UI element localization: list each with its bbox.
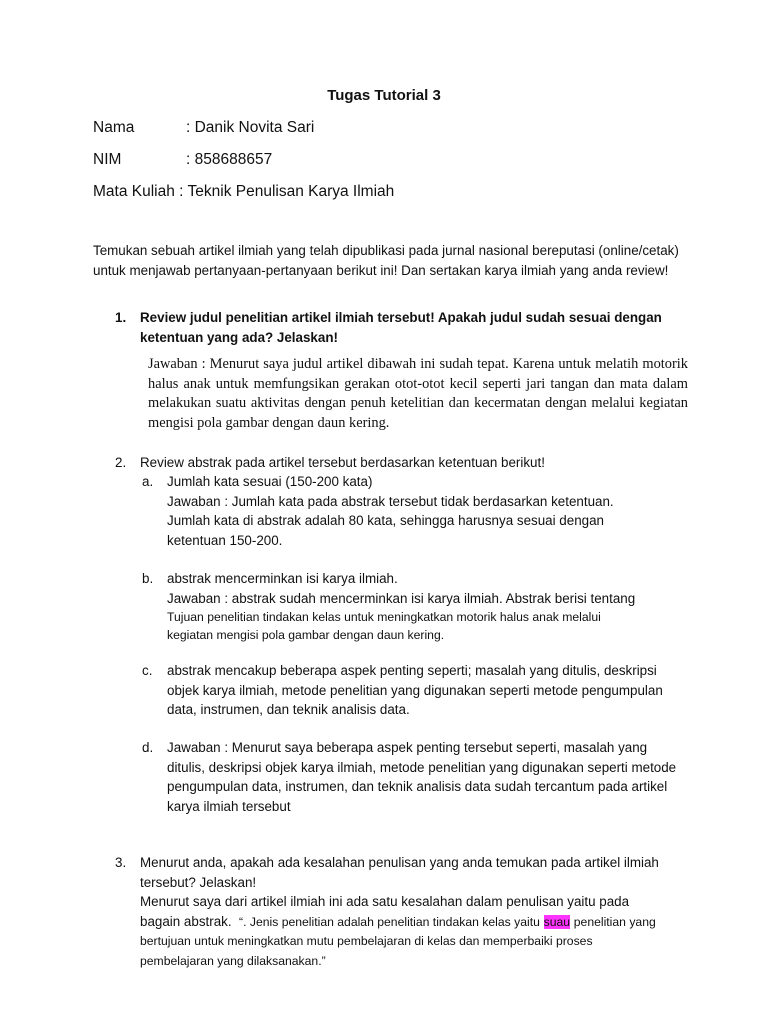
- question-2c-number: c.: [142, 663, 153, 678]
- question-2d-number: d.: [142, 740, 154, 755]
- field-nama: [93, 119, 314, 137]
- question-2c-text: abstrak mencakup beberapa aspek penting seperti; masalah yang ditulis, deskripsi objek karya ilmiah, metode penelitian yang digunakan seperti metode pengumpulan data, instrumen, dan teknik analisis data.: [167, 663, 663, 717]
- nama-label: Nama: [93, 119, 135, 136]
- document-title: Tugas Tutorial 3: [327, 87, 441, 104]
- question-2d-text: Jawaban : Menurut saya beberapa aspek penting tersebut seperti, masalah yang ditulis, deskripsi objek karya ilmiah, metode penelitian yang digunakan seperti metode pengumpulan data, instrumen, dan teknik analisis data sudah tercantum pada artikel karya ilmiah tersebut: [167, 740, 677, 814]
- question-1-text: Review judul penelitian artikel ilmiah tersebut! Apakah judul sudah sesuai dengan ketentuan yang ada? Jelaskan!: [140, 310, 662, 345]
- question-2a-number: a.: [142, 474, 154, 489]
- question-3-answer: [140, 892, 665, 970]
- question-3-answer-text: Menurut saya dari artikel ilmiah ini ada satu kesalahan dalam penulisan yaitu pada bagain abstrak.: [140, 894, 630, 929]
- question-3: [115, 853, 690, 970]
- nama-value: : Danik Novita Sari: [186, 119, 315, 136]
- question-3-quote-start: “. Jenis penelitian adalah penelitian tindakan kelas yaitu: [239, 914, 540, 929]
- question-2a-text: Jumlah kata sesuai (150-200 kata): [167, 474, 373, 489]
- nim-value: : 858688657: [186, 151, 273, 168]
- question-2b: [142, 569, 682, 644]
- question-2-text: Review abstrak pada artikel tersebut berdasarkan ketentuan berikut!: [140, 455, 545, 470]
- question-2: [115, 453, 685, 473]
- question-2d: [142, 738, 687, 816]
- question-2b-number: b.: [142, 571, 154, 586]
- question-2-number: 2.: [115, 455, 127, 470]
- question-2c: [142, 661, 687, 720]
- question-2b-text: abstrak mencerminkan isi karya ilmiah.: [167, 571, 398, 586]
- mk-label: Mata Kuliah: [93, 183, 175, 200]
- question-1-answer: Jawaban : Menurut saya judul artikel dibawah ini sudah tepat. Karena untuk melatih motorik halus anak untuk memfungsikan gerakan otot-otot kecil seperti jari tangan dan mata dalam melakukan suatu aktivitas dengan penuh ketelitian dan kecermatan dengan melalui kegiatan mengisi pola gambar dengan daun kering.: [148, 356, 688, 431]
- typo-highlight: suau: [543, 914, 571, 929]
- field-nim: [93, 151, 272, 169]
- nim-label: NIM: [93, 151, 122, 168]
- question-2b-answer: Jawaban : abstrak sudah mencerminkan isi karya ilmiah. Abstrak berisi tentang: [167, 590, 636, 606]
- mk-value: : Teknik Penulisan Karya Ilmiah: [179, 183, 395, 200]
- field-mata-kuliah: [93, 183, 394, 201]
- question-2b-answer-detail: Tujuan penelitian tindakan kelas untuk meningkatkan motorik halus anak melalui kegiatan mengisi pola gambar dengan daun kering.: [167, 610, 601, 642]
- question-2a-answer: Jawaban : Jumlah kata pada abstrak tersebut tidak berdasarkan ketentuan. Jumlah kata di abstrak adalah 80 kata, sehingga harusnya sesuai dengan ketentuan 150-200.: [167, 493, 614, 548]
- question-3-quote-end: penelitian yang bertujuan untuk meningkatkan mutu pembelajaran di kelas dan memperbaiki proses pembelajaran yang dilaksanakan.”: [140, 914, 656, 968]
- question-1: [115, 308, 685, 347]
- question-3-number: 3.: [115, 855, 127, 870]
- question-2a: [142, 472, 682, 550]
- question-3-text: Menurut anda, apakah ada kesalahan penulisan yang anda temukan pada artikel ilmiah tersebut? Jelaskan!: [140, 855, 659, 890]
- question-1-number: 1.: [115, 310, 127, 325]
- intro-paragraph: Temukan sebuah artikel ilmiah yang telah dipublikasi pada jurnal nasional bereputasi (online/cetak) untuk menjawab pertanyaan-pertanyaan berikut ini! Dan sertakan karya ilmiah yang anda review!: [93, 243, 679, 278]
